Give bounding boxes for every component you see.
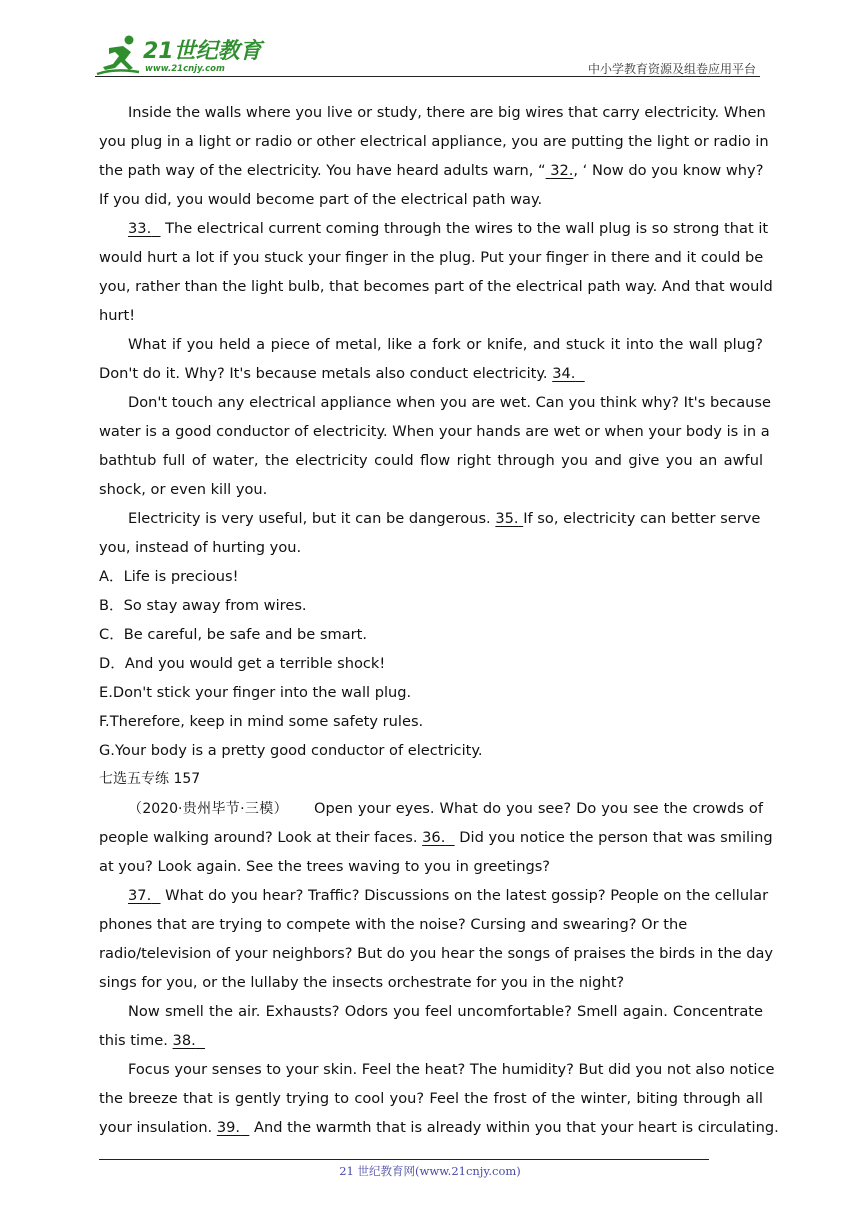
text-line: this time. 38.	[99, 1026, 763, 1055]
text-line: hurt!	[99, 307, 136, 324]
text-line: Now smell the air. Exhausts? Odors you feel uncomfortable? Smell again. Concentrate	[128, 1003, 763, 1020]
text-line: the breeze that is gently trying to cool you? Feel the frost of the winter, biting through all	[99, 1090, 763, 1107]
text-line: you, instead of hurting you.	[99, 539, 302, 556]
blank-35[interactable]: 35.	[495, 510, 519, 527]
text-line: （2020·贵州毕节·三模） Open your eyes. What do you see? Do you see the crowds of	[128, 800, 763, 817]
header-divider	[95, 76, 760, 77]
text-line: Focus your senses to your skin. Feel the heat? The humidity? But did you not also notice	[128, 1061, 775, 1078]
logo-url: www.21cnjy.com	[145, 64, 225, 74]
blank-34[interactable]: 34.	[552, 365, 576, 382]
blank-36[interactable]: 36.	[422, 829, 446, 846]
text-line: the path way of the electricity. You have heard adults warn, “ 32., ‘ Now do you know why?	[99, 162, 764, 179]
blank-32[interactable]: 32.	[550, 162, 574, 179]
footer-divider	[99, 1159, 709, 1160]
text-line: Don't do it. Why? It's because metals also conduct electricity. 34.	[99, 359, 763, 388]
text-line: would hurt a lot if you stuck your finger in the plug. Put your finger in there and it could be	[99, 249, 764, 266]
text-line: people walking around? Look at their faces. 36. Did you notice the person that was smiling	[99, 829, 773, 846]
option-b: B．So stay away from wires.	[99, 597, 307, 614]
text-line: radio/television of your neighbors? But do you hear the songs of praises the birds in the day	[99, 945, 774, 962]
text-line: water is a good conductor of electricity. When your hands are wet or when your body is in a	[99, 423, 770, 440]
text-line: Inside the walls where you live or study, there are big wires that carry electricity. When	[128, 104, 766, 121]
text-line: you, rather than the light bulb, that becomes part of the electrical path way. And that would	[99, 278, 773, 295]
option-e: E.Don't stick your finger into the wall plug.	[99, 684, 412, 701]
blank-33[interactable]: 33.	[128, 220, 152, 237]
text-line: 33. The electrical current coming through the wires to the wall plug is so strong that it	[128, 220, 769, 237]
blank-39[interactable]: 39.	[216, 1119, 241, 1136]
site-logo[interactable]	[95, 34, 265, 78]
text-line: 37. What do you hear? Traffic? Discussions on the latest gossip? People on the cellular	[128, 887, 769, 904]
option-d: D．And you would get a terrible shock!	[99, 655, 386, 672]
footer-text[interactable]: 21 世纪教育网(www.21cnjy.com)	[339, 1164, 521, 1178]
runner-logo-icon	[95, 34, 145, 78]
text-line: phones that are trying to compete with the noise? Cursing and swearing? Or the	[99, 916, 688, 933]
text-line: your insulation. 39. And the warmth that is already within you that your heart is circulating.	[99, 1119, 779, 1136]
text-line: What if you held a piece of metal, like a fork or knife, and stuck it into the wall plug?	[128, 336, 763, 353]
text-line: bathtub full of water, the electricity could flow right through you and give you an awful	[99, 452, 763, 469]
text-line: shock, or even kill you.	[99, 481, 268, 498]
document-body	[99, 98, 779, 1142]
source-tag: （2020·贵州毕节·三模）	[128, 801, 288, 817]
header-platform-text: 中小学教育资源及组卷应用平台	[587, 62, 756, 76]
text-line: at you? Look again. See the trees waving to you in greetings?	[99, 858, 551, 875]
section-title: 七选五专练 157	[99, 771, 201, 787]
blank-38[interactable]: 38.	[172, 1032, 196, 1049]
text-line: Don't touch any electrical appliance when you are wet. Can you think why? It's because	[128, 394, 771, 411]
option-a: A．Life is precious!	[99, 568, 239, 585]
text-line: If you did, you would become part of the electrical path way.	[99, 191, 543, 208]
text-line: you plug in a light or radio or other electrical appliance, you are putting the light or radio in	[99, 133, 769, 150]
text-line: Electricity is very useful, but it can be dangerous. 35. If so, electricity can better serve	[128, 510, 761, 527]
option-c: C．Be careful, be safe and be smart.	[99, 626, 368, 643]
blank-37[interactable]: 37.	[128, 887, 152, 904]
logo-text: 21世纪教育	[143, 39, 262, 64]
option-f: F.Therefore, keep in mind some safety rules.	[99, 713, 424, 730]
text-line: sings for you, or the lullaby the insects orchestrate for you in the night?	[99, 974, 625, 991]
page-header	[95, 30, 760, 78]
option-g: G.Your body is a pretty good conductor of electricity.	[99, 742, 483, 759]
